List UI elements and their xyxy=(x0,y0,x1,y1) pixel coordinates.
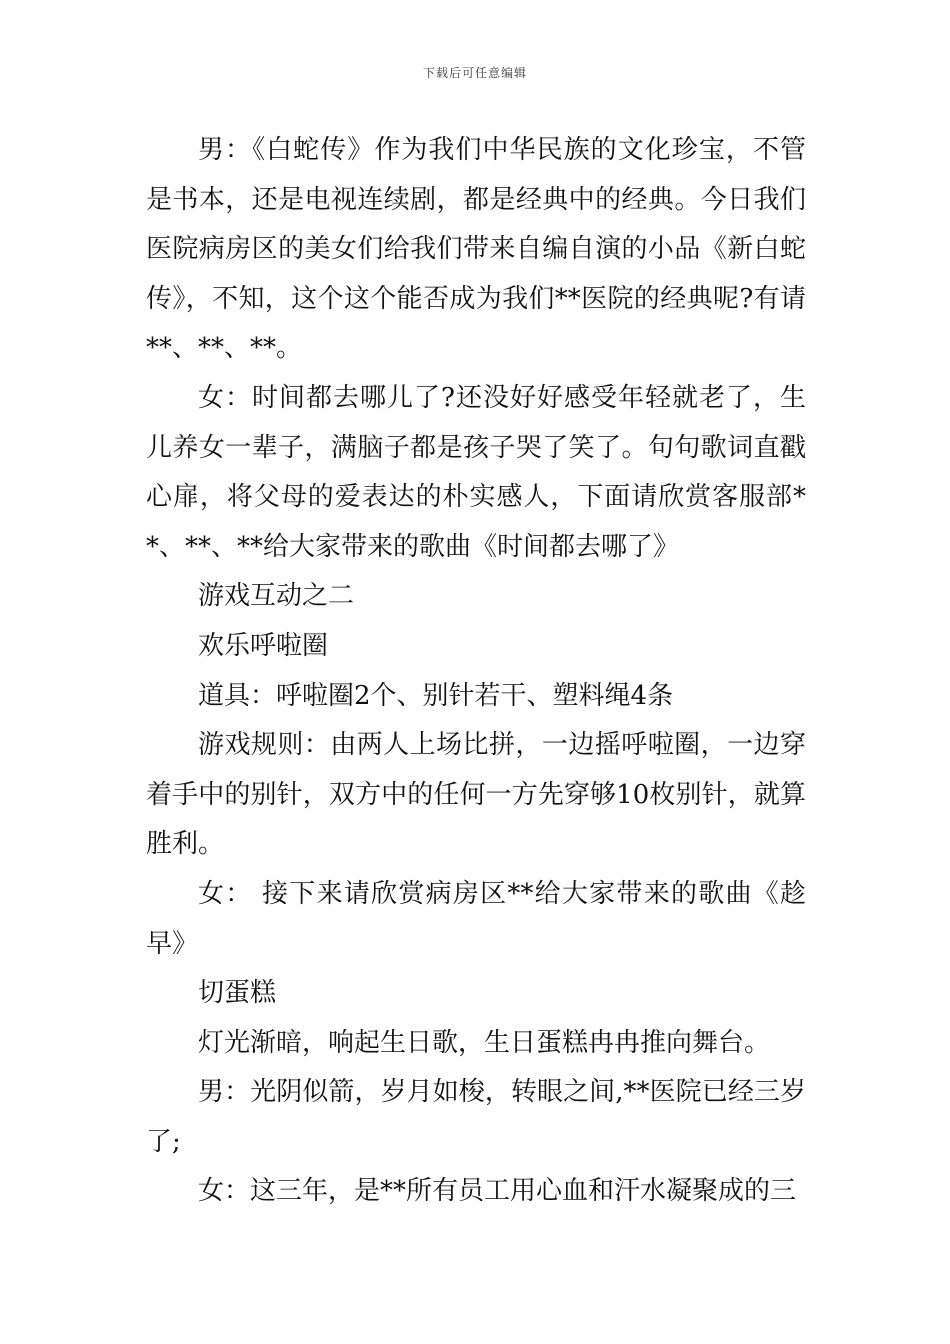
paragraph-props: 道具：呼啦圈2个、别针若干、塑料绳4条 xyxy=(198,680,674,711)
paragraph-three-years: 男：光阴似箭，岁月如梭，转眼之间,**医院已经三岁了; xyxy=(146,1077,806,1157)
paragraph-game-title: 游戏互动之二 xyxy=(198,581,355,612)
paragraph-white-snake-intro: 男：《白蛇传》作为我们中华民族的文化珍宝，不管是书本，还是电视连续剧，都是经典中的经典。今日我们医院病房区的美女们给我们带来自编自演的小品《新白蛇传》，不知，这个这个能否成为我们**医院的经典呢?有请**、**、**。 xyxy=(146,135,806,364)
paragraph-game-rules: 游戏规则：由两人上场比拼，一边摇呼啦圈，一边穿着手中的别针，双方中的任何一方先穿够10枚别针，就算胜利。 xyxy=(146,730,806,860)
paragraph-staff-effort: 女：这三年，是**所有员工用心血和汗水凝聚成的三 xyxy=(198,1176,797,1207)
paragraph-where-did-time-go: 女：时间都去哪儿了?还没好好感受年轻就老了，生儿养女一辈子，满脑子都是孩子哭了笑了。句句歌词直戳心扉，将父母的爱表达的朴实感人，下面请欣赏客服部**、**、**给大家带来的歌曲《时间都去哪了》 xyxy=(146,382,806,562)
page-header: 下载后可任意编辑 xyxy=(422,66,527,80)
document-body xyxy=(146,126,806,1217)
paragraph-cut-cake: 切蛋糕 xyxy=(198,978,277,1009)
paragraph-song-chenzao: 女： 接下来请欣赏病房区**给大家带来的歌曲《趁早》 xyxy=(146,878,806,959)
paragraph-hula-hoop: 欢乐呼啦圈 xyxy=(198,630,329,661)
paragraph-birthday-song: 灯光渐暗，响起生日歌，生日蛋糕冉冉推向舞台。 xyxy=(198,1027,771,1058)
